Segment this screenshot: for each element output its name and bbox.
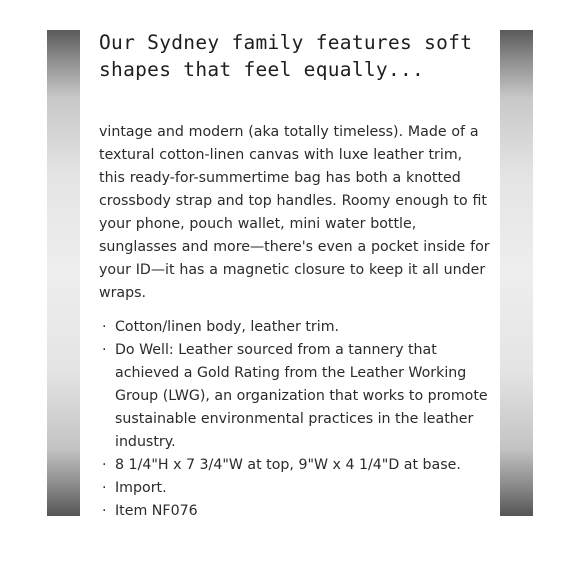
feature-text: 8 1/4"H x 7 3/4"W at top, 9"W x 4 1/4"D at base. (115, 457, 461, 473)
feature-item (99, 316, 491, 339)
feature-item (99, 454, 491, 477)
product-description: vintage and modern (aka totally timeless). Made of a textural cotton-linen canvas with luxe leather trim, this ready-for-summertime bag has both a knotted crossbody strap and top handles. Roomy enough to fit your phone, pouch wallet, mini water bottle, sunglasses and more—there's even a pocket inside for your ID—it has a magnetic closure to keep it all under wraps. (99, 124, 490, 301)
feature-text: Do Well: Leather sourced from a tannery that achieved a Gold Rating from the Leather Working Group (LWG), an organization that works to promote sustainable environmental practices in the leather industry. (115, 342, 488, 450)
feature-text: Import. (115, 480, 167, 496)
feature-list (99, 316, 491, 523)
bullet-icon: · (102, 480, 107, 496)
left-gradient-bar (47, 30, 80, 516)
feature-item (99, 339, 491, 454)
feature-text: Item NF076 (115, 503, 198, 519)
right-gradient-bar (500, 30, 533, 516)
feature-text: Cotton/linen body, leather trim. (115, 319, 340, 335)
product-headline: Our Sydney family features soft shapes that feel equally... (99, 31, 473, 81)
feature-item (99, 477, 491, 500)
feature-item (99, 500, 491, 523)
bullet-icon: · (102, 342, 107, 358)
bullet-icon: · (102, 503, 107, 519)
bullet-icon: · (102, 319, 107, 335)
bullet-icon: · (102, 457, 107, 473)
